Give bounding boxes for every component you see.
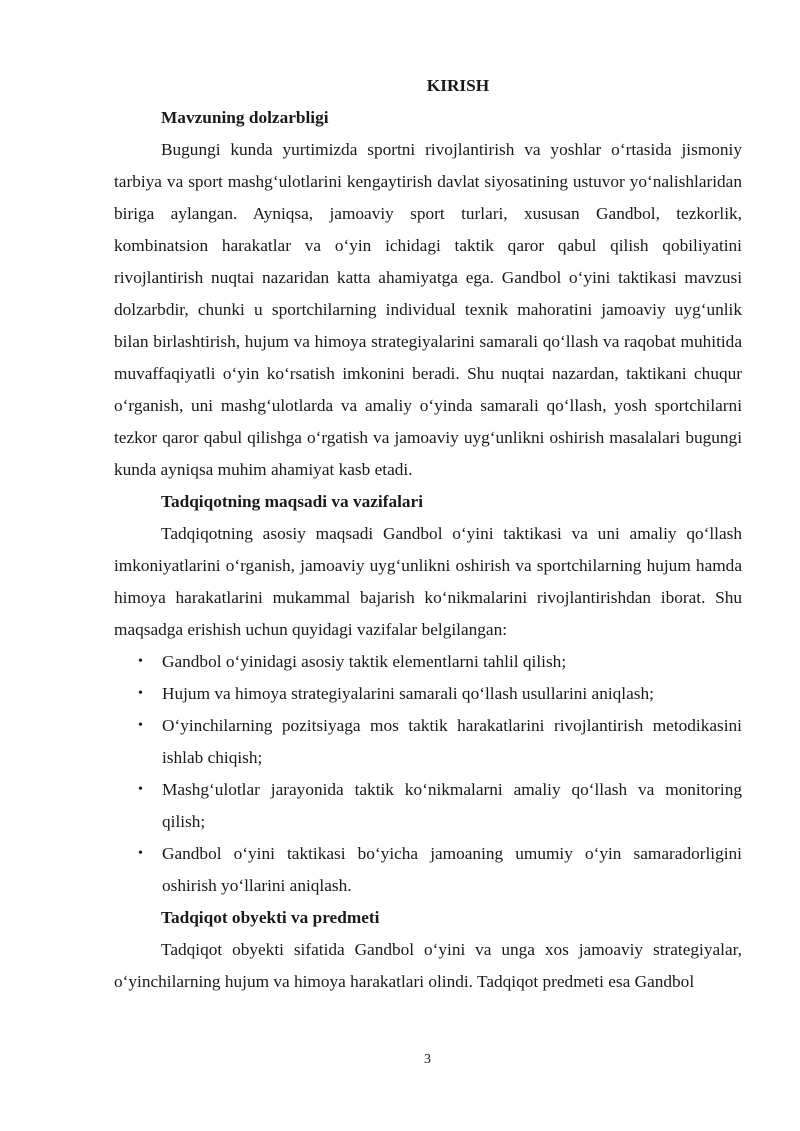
list-item bbox=[114, 774, 742, 838]
list-item-text: Mashg‘ulotlar jarayonida taktik ko‘nikmalarni amaliy qo‘llash va monitoring qilish; bbox=[162, 780, 742, 831]
paragraph-relevance: Bugungi kunda yurtimizda sportni rivojlantirish va yoshlar o‘rtasida jismoniy tarbiya va sport mashg‘ulotlarini kengaytirish davlat siyosatining ustuvor yo‘nalishlaridan biriga aylangan. Ayniqsa, jamoaviy sport turlari, xususan Gandbol, tezkorlik, kombinatsion harakatlar va o‘yin ichidagi taktik qaror qabul qilish qobiliyatini rivojlantirish nuqtai nazaridan katta ahamiyatga ega. Gandbol o‘yini taktikasi mavzusi dolzarbdir, chunki u sportchilarning individual texnik mahoratini jamoaviy uyg‘unlik bilan birlashtirish, hujum va himoya strategiyalarini samarali qo‘llash va raqobat muhitida muvaffaqiyatli o‘yin ko‘rsatish imkonini beradi. Shu nuqtai nazardan, taktikani chuqur o‘rganish, uni mashg‘ulotlarda va amaliy o‘yinda samarali qo‘llash, yosh sportchilarni tezkor qaror qabul qilishga o‘rgatish va jamoaviy uyg‘unlikni oshirish masalalari bugungi kunda ayniqsa muhim ahamiyat kasb etadi. bbox=[114, 140, 742, 479]
list-item-text: Hujum va himoya strategiyalarini samarali qo‘llash usullarini aniqlash; bbox=[162, 684, 654, 703]
document-page bbox=[114, 70, 742, 998]
bullet-icon: • bbox=[138, 782, 143, 797]
paragraph-goals: Tadqiqotning asosiy maqsadi Gandbol o‘yini taktikasi va uni amaliy qo‘llash imkoniyatlarini o‘rganish, jamoaviy uyg‘unlikni oshirish va sportchilarning hujum hamda himoya harakatlarini mukammal bajarish ko‘nikmalarini rivojlantirishdan iborat. Shu maqsadga erishish uchun quyidagi vazifalar belgilangan: bbox=[114, 524, 742, 639]
list-item-text: Gandbol o‘yini taktikasi bo‘yicha jamoaning umumiy o‘yin samaradorligini oshirish yo‘llarini aniqlash. bbox=[162, 844, 742, 895]
list-item-text: O‘yinchilarning pozitsiyaga mos taktik harakatlarini rivojlantirish metodikasini ishlab chiqish; bbox=[162, 716, 742, 767]
section-heading-goals: Tadqiqotning maqsadi va vazifalari bbox=[161, 492, 424, 511]
bullet-icon: • bbox=[138, 654, 143, 669]
list-item-text: Gandbol o‘yinidagi asosiy taktik elementlarni tahlil qilish; bbox=[162, 652, 567, 671]
bullet-icon: • bbox=[138, 686, 143, 701]
bullet-icon: • bbox=[138, 718, 143, 733]
section-heading-relevance: Mavzuning dolzarbligi bbox=[161, 108, 329, 127]
paragraph-object: Tadqiqot obyekti sifatida Gandbol o‘yini va unga xos jamoaviy strategiyalar, o‘yinchilarning hujum va himoya harakatlari olindi. Tadqiqot predmeti esa Gandbol bbox=[114, 940, 742, 991]
list-item bbox=[114, 838, 742, 902]
list-item bbox=[114, 678, 742, 710]
section-heading-object: Tadqiqot obyekti va predmeti bbox=[161, 908, 380, 927]
task-list bbox=[114, 646, 742, 902]
list-item bbox=[114, 710, 742, 774]
bullet-icon: • bbox=[138, 846, 143, 861]
page-title: KIRISH bbox=[426, 76, 490, 95]
list-item bbox=[114, 646, 742, 678]
page-number: 3 bbox=[424, 1052, 431, 1067]
